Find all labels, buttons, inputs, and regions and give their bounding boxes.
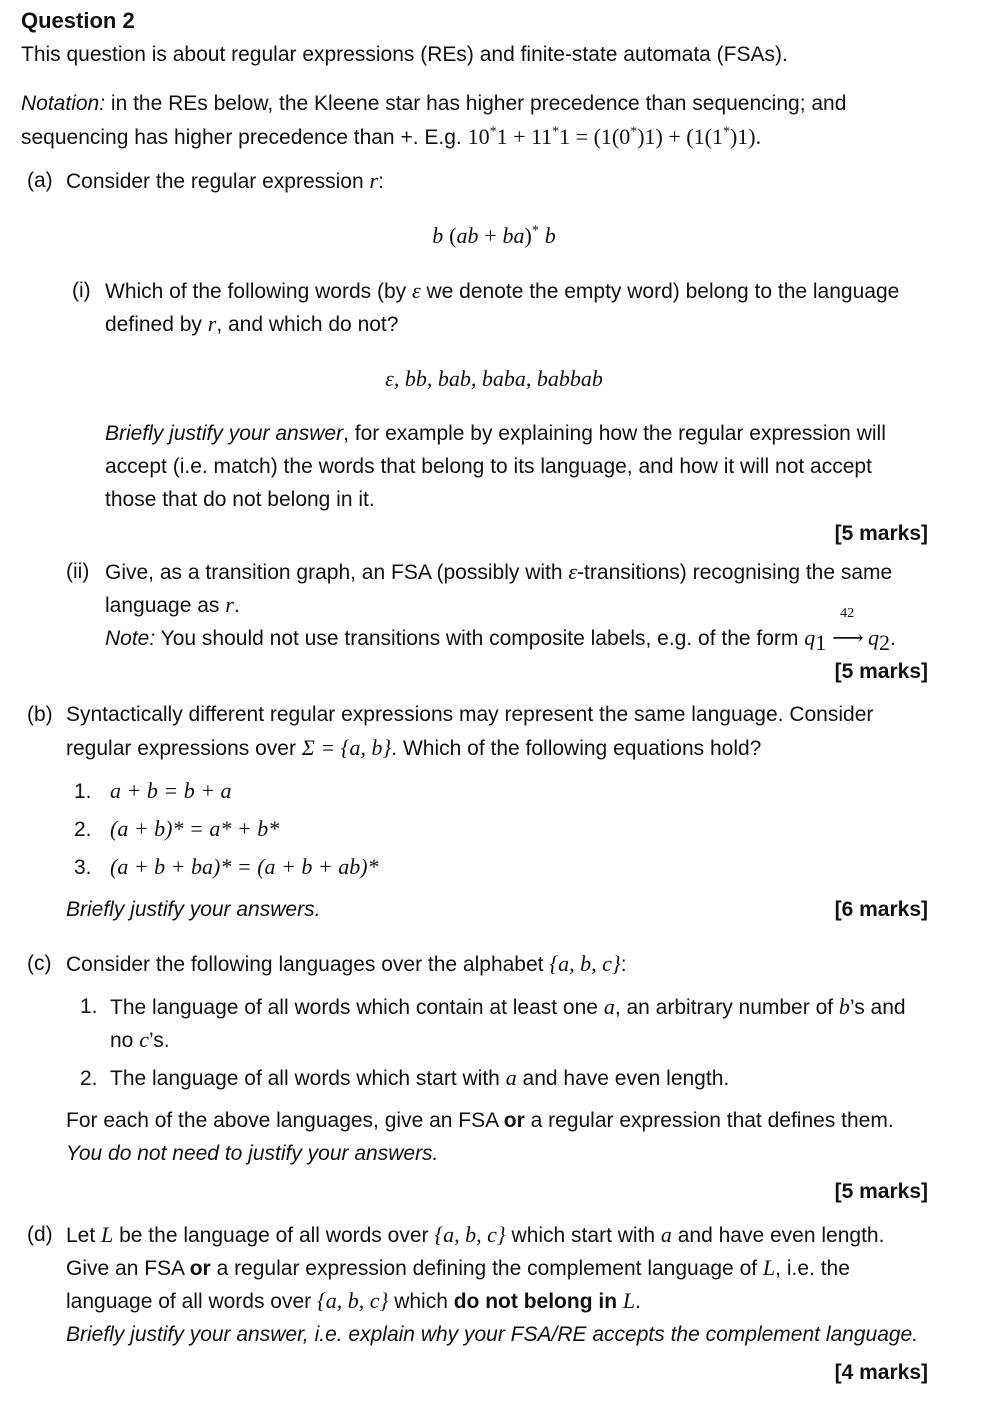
part-c-for-each: For each of the above languages, give an FSA or a regular expression that defines them. bbox=[66, 1109, 894, 1132]
part-b-item-2: 2. (a + b)* = a* + b* bbox=[74, 816, 280, 841]
part-c-marks: [5 marks] bbox=[834, 1180, 928, 1203]
part-d-marks: [4 marks] bbox=[834, 1361, 928, 1384]
notation-line1: Notation: in the REs below, the Kleene star has higher precedence than sequencing; and bbox=[21, 92, 847, 115]
part-c-label: (c) bbox=[27, 952, 52, 975]
part-c-item-1-num: 1. bbox=[80, 995, 98, 1018]
sub-ii-label: (ii) bbox=[66, 560, 90, 583]
part-b-label: (b) bbox=[27, 703, 53, 726]
words-list: ε, bb, bab, baba, babbab bbox=[385, 366, 603, 391]
notation-label: Notation: bbox=[21, 92, 106, 115]
part-c-no-justify: You do not need to justify your answers. bbox=[66, 1142, 439, 1165]
part-d-label: (d) bbox=[27, 1223, 53, 1246]
part-b-marks: [6 marks] bbox=[834, 898, 928, 921]
sub-i-marks: [5 marks] bbox=[834, 522, 928, 545]
part-d-line2: Give an FSA or a regular expression defining the complement language of L, i.e. the bbox=[66, 1255, 850, 1280]
sub-ii-marks: [5 marks] bbox=[834, 660, 928, 683]
sub-i-line1: Which of the following words (by ε we denote the empty word) belong to the language bbox=[105, 278, 900, 303]
part-d-justify: Briefly justify your answer, i.e. explain why your FSA/RE accepts the complement language. bbox=[66, 1323, 919, 1346]
part-c-item-2: 2. The language of all words which start with a and have even length. bbox=[80, 1065, 730, 1090]
part-c-item-1-l1: The language of all words which contain at least one a, an arbitrary number of b’s and bbox=[110, 994, 906, 1019]
sub-i-line2: defined by r, and which do not? bbox=[105, 311, 399, 336]
sub-i-justify-l2: accept (i.e. match) the words that belong to its language, and how it will not accept bbox=[105, 455, 872, 478]
regex-r: b (ab + ba)* b bbox=[432, 223, 556, 248]
transition-arrow: 42 ⟶ bbox=[832, 606, 864, 650]
sub-ii-line1: Give, as a transition graph, an FSA (possibly with ε-transitions) recognising the same bbox=[105, 559, 893, 584]
part-b-line1: Syntactically different regular expressions may represent the same language. Consider bbox=[66, 703, 874, 726]
part-d-line1: Let L be the language of all words over {a, b, c} which start with a and have even length. bbox=[66, 1222, 885, 1247]
part-b-justify: Briefly justify your answers. bbox=[66, 898, 321, 921]
sub-ii-note: Note: You should not use transitions with composite labels, e.g. of the form $q_1$ 42 ⟶ $q_2$. bbox=[105, 606, 896, 656]
part-a-label: (a) bbox=[27, 169, 53, 192]
sub-ii-line2: language as r. bbox=[105, 592, 240, 617]
part-d-line3: language of all words over {a, b, c} which do not belong in L. bbox=[66, 1288, 641, 1313]
part-b-item-1: 1. a + b = b + a bbox=[74, 778, 232, 803]
part-b-line2: regular expressions over Σ = {a, b}. Which of the following equations hold? bbox=[66, 735, 762, 760]
part-c-line1: Consider the following languages over the alphabet {a, b, c}: bbox=[66, 951, 627, 976]
sub-i-justify-l3: those that do not belong in it. bbox=[105, 488, 375, 511]
part-c-item-1-l2: no c’s. bbox=[110, 1027, 170, 1052]
question-title: Question 2 bbox=[21, 8, 135, 33]
part-b-item-3: 3. (a + b + ba)* = (a + b + ab)* bbox=[74, 854, 379, 879]
notation-example: 10*1 + 11*1 = (1(0*)1) + (1(1*)1). bbox=[467, 124, 762, 149]
sub-i-justify-l1: Briefly justify your answer, for example by explaining how the regular expression will bbox=[105, 422, 886, 445]
intro-text: This question is about regular expressions (REs) and finite-state automata (FSAs). bbox=[21, 43, 788, 66]
sub-i-label: (i) bbox=[72, 279, 91, 302]
part-a-text: Consider the regular expression r: bbox=[66, 168, 384, 193]
notation-line2: sequencing has higher precedence than +. E.g. 10*1 + 11*1 = (1(0*)1) + (1(1*)1). bbox=[21, 124, 762, 149]
